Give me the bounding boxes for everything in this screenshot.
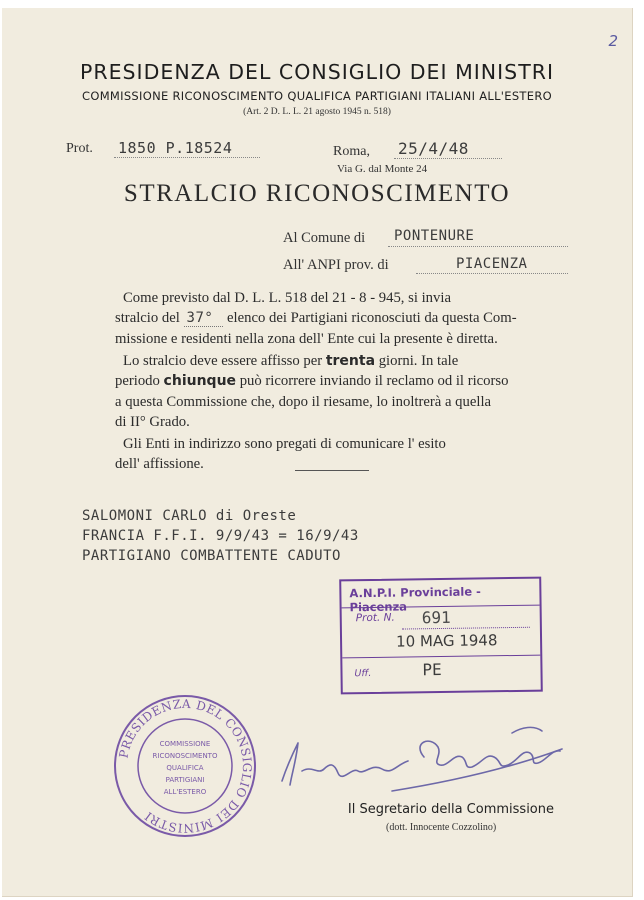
body-line: missione e residenti nella zona dell' Ente cui la presente è diretta. (115, 330, 498, 347)
body-line (115, 308, 566, 328)
body-line (115, 371, 566, 391)
page-number-mark: 2 (608, 32, 618, 50)
stamp-uff-label: Uff. (354, 667, 372, 680)
place-label: Roma, (333, 144, 370, 159)
body-paragraph-2 (115, 351, 566, 432)
stamp-date: 10 MAG 1948 (395, 631, 498, 651)
signatory-role: Il Segretario della Commissione (347, 802, 554, 817)
body-paragraph-1 (115, 288, 566, 349)
body-text: periodo (115, 373, 160, 390)
seal-inner-line: QUALIFICA (166, 764, 204, 772)
record-line-name: SALOMONI CARLO di Oreste (82, 508, 297, 524)
body-text: può ricorrere inviando il reclamo od il ricorso (239, 373, 509, 390)
stamp-prot-value: 691 (421, 607, 451, 628)
seal-outer-text: PRESIDENZA DEL CONSIGLIO DEI MINISTRI (116, 696, 255, 836)
body-line (115, 351, 566, 371)
section-divider (295, 470, 369, 471)
record-line-unit: FRANCIA F.F.I. 9/9/43 = 16/9/43 (82, 528, 359, 544)
document-sheet (2, 8, 633, 897)
stamp-uff-value: PE (422, 659, 442, 680)
emphasis-trenta: trenta (325, 353, 376, 369)
anpi-value: PIACENZA (456, 256, 528, 272)
comune-dotline (388, 246, 568, 247)
body-line: Gli Enti in indirizzo sono pregati di comunicare l' esito (123, 436, 446, 452)
commission-seal (110, 691, 260, 841)
body-line: dell' affissione. (115, 456, 204, 473)
signatory-name: (dott. Innocente Cozzolino) (386, 822, 497, 833)
prot-dotline (114, 157, 260, 158)
anpi-label: All' ANPI prov. di (283, 257, 389, 273)
letterhead-subtitle: COMMISSIONE RICONOSCIMENTO QUALIFICA PARTIGIANI ITALIANI ALL'ESTERO (82, 89, 552, 103)
anpi-receipt-stamp (339, 577, 543, 695)
letterhead-title: PRESIDENZA DEL CONSIGLIO DEI MINISTRI (79, 60, 555, 84)
law-reference: (Art. 2 D. L. L. 21 agosto 1945 n. 518) (243, 107, 391, 117)
address: Via G. dal Monte 24 (337, 163, 428, 175)
comune-value: PONTENURE (394, 228, 475, 244)
document-title: STRALCIO RICONOSCIMENTO (123, 180, 511, 207)
body-text: Lo stralcio deve essere affisso per (123, 353, 323, 369)
record-line-status: PARTIGIANO COMBATTENTE CADUTO (82, 548, 341, 564)
body-text: giorni. In tale (378, 353, 459, 369)
stamp-title: A.N.P.I. Provinciale - Piacenza (349, 584, 481, 615)
emphasis-chiunque: chiunque (163, 373, 237, 390)
body-line: di II° Grado. (115, 413, 190, 430)
seal-inner-line: ALL'ESTERO (163, 788, 207, 796)
body-line: a questa Commissione che, dopo il riesame, lo inoltrerà a quella (115, 393, 492, 410)
date-value: 25/4/48 (398, 139, 469, 158)
body-text: elenco dei Partigiani riconosciuti da questa Com- (227, 310, 517, 327)
prot-label: Prot. (66, 141, 93, 156)
handwritten-signature (272, 713, 582, 803)
stamp-prot-label: Prot. N. (355, 611, 395, 625)
list-number: 37° (184, 310, 224, 327)
prot-value: 1850 P.18524 (118, 139, 233, 157)
comune-label: Al Comune di (283, 230, 366, 246)
seal-inner-line: PARTIGIANI (165, 776, 205, 784)
anpi-dotline (416, 273, 568, 274)
seal-inner-line: COMMISSIONE (159, 740, 211, 748)
body-text: stralcio del (115, 310, 180, 327)
body-paragraph-3 (115, 434, 566, 475)
body-line: Come previsto dal D. L. L. 518 del 21 - 8 - 945, si invia (123, 290, 451, 306)
stamp-rule (342, 655, 540, 659)
date-dotline (394, 158, 502, 159)
partisan-record (82, 506, 359, 566)
seal-inner-line: RICONOSCIMENTO (152, 752, 218, 760)
